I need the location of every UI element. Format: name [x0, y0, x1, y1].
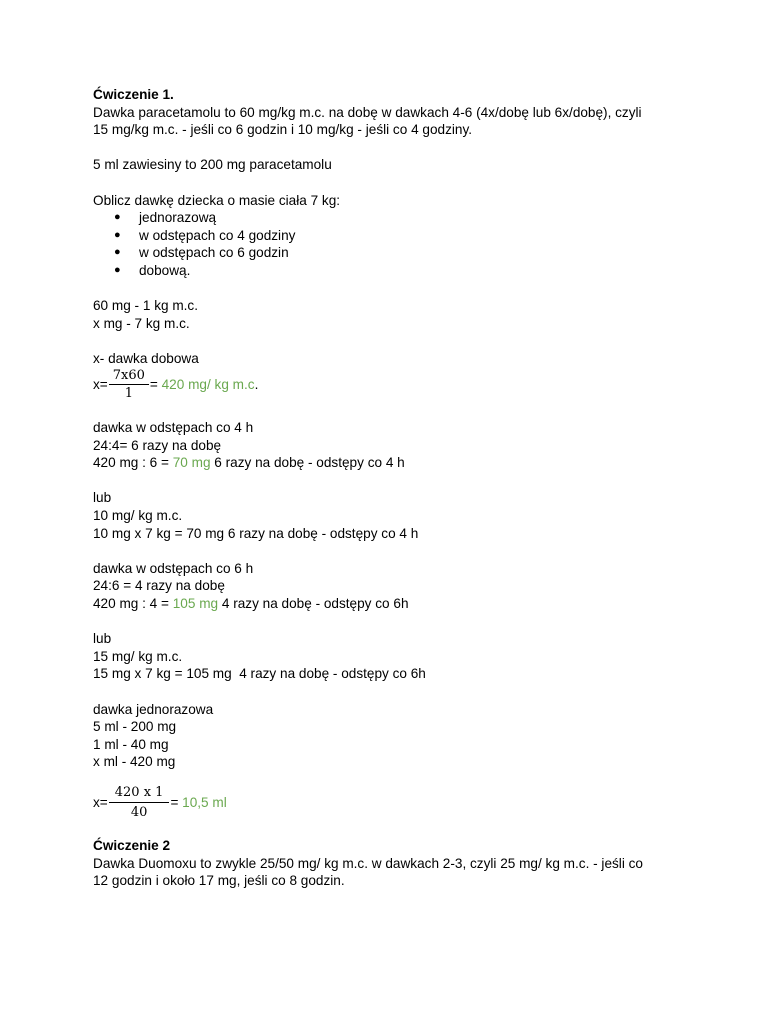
- or-label: lub: [93, 631, 112, 647]
- text-segment: 6 razy na dobę - odstępy co 4 h: [210, 455, 405, 471]
- list-item: [93, 244, 693, 262]
- list-item: [93, 209, 693, 227]
- spacer: [93, 472, 693, 490]
- dose-6h-line-1: 24:6 = 4 razy na dobę: [93, 578, 225, 594]
- dose-4h-line-2: [93, 454, 693, 472]
- daily-dose-result: 420 mg/ kg m.c: [161, 377, 255, 392]
- dose-4h-title: dawka w odstępach co 4 h: [93, 420, 254, 436]
- dose-4h-result: 70 mg: [172, 455, 211, 471]
- spacer: [93, 823, 693, 837]
- list-item-text: dobową.: [139, 262, 191, 278]
- fraction-denominator: 40: [130, 805, 148, 821]
- document-page: [93, 86, 693, 890]
- spacer: [93, 139, 693, 157]
- dose-4h-line-1: 24:4= 6 razy na dobę: [93, 437, 222, 453]
- dose-6h-alt-line-1: 15 mg/ kg m.c.: [93, 648, 183, 664]
- dose-6h-title: dawka w odstępach co 6 h: [93, 560, 254, 576]
- fraction: [109, 368, 149, 401]
- daily-dose-formula: [93, 368, 693, 402]
- dose-4h-alt-line-2: 10 mg x 7 kg = 70 mg 6 razy na dobę - odstępy co 4 h: [93, 525, 419, 541]
- fraction-denominator: 1: [124, 386, 133, 401]
- proportion-line-2: x mg - 7 kg m.c.: [93, 315, 190, 331]
- text-segment: 4 razy na dobę - odstępy co 6h: [218, 596, 409, 612]
- spacer: [93, 613, 693, 631]
- single-dose-line-1: 5 ml - 200 mg: [93, 719, 177, 735]
- formula-period: .: [254, 377, 259, 392]
- single-dose-line-3: x ml - 420 mg: [93, 754, 176, 770]
- spacer: [93, 683, 693, 701]
- ex1-intro-line-2: 15 mg/kg m.c. - jeśli co 6 godzin i 10 mg/kg - jeśli co 4 godziny.: [93, 122, 473, 138]
- proportion-line-1: 60 mg - 1 kg m.c.: [93, 298, 199, 314]
- single-dose-line-2: 1 ml - 40 mg: [93, 736, 169, 752]
- ex1-intro-line-1: Dawka paracetamolu to 60 mg/kg m.c. na dobę w dawkach 4-6 (4x/dobę lub 6x/dobę), czyli: [93, 104, 642, 120]
- formula-prefix: x=: [93, 795, 108, 811]
- list-item-text: jednorazową: [139, 210, 217, 226]
- formula-prefix: x=: [93, 377, 108, 392]
- dose-6h-result: 105 mg: [172, 596, 219, 612]
- bullet-icon: ●: [114, 228, 121, 241]
- task-bullet-list: [93, 209, 693, 279]
- spacer: [93, 280, 693, 298]
- spacer: [93, 771, 693, 783]
- list-item-text: w odstępach co 4 godziny: [139, 227, 296, 243]
- spacer: [93, 542, 693, 560]
- list-item-text: w odstępach co 6 godzin: [139, 245, 289, 261]
- or-label: lub: [93, 490, 112, 506]
- fraction: [109, 785, 170, 820]
- list-item: [93, 227, 693, 245]
- fraction-numerator: 7x60: [109, 368, 149, 385]
- dose-6h-alt-line-2: 15 mg x 7 kg = 105 mg 4 razy na dobę - odstępy co 6h: [93, 666, 426, 682]
- fraction-numerator: 420 x 1: [109, 785, 170, 803]
- dose-4h-alt-line-1: 10 mg/ kg m.c.: [93, 508, 183, 524]
- formula-equals: =: [170, 795, 183, 811]
- single-dose-result: 10,5 ml: [182, 795, 227, 811]
- bullet-icon: ●: [114, 246, 121, 259]
- list-item: [93, 262, 693, 280]
- ex2-line-1: Dawka Duomoxu to zwykle 25/50 mg/ kg m.c. w dawkach 2-3, czyli 25 mg/ kg m.c. - jeśli co: [93, 855, 643, 871]
- spacer: [93, 402, 693, 420]
- ex2-line-2: 12 godzin i około 17 mg, jeśli co 8 godzin.: [93, 873, 345, 889]
- dose-6h-line-2: [93, 595, 693, 613]
- spacer: [93, 174, 693, 192]
- task-text: Oblicz dawkę dziecka o masie ciała 7 kg:: [93, 192, 341, 208]
- exercise-2-title: Ćwiczenie 2: [93, 837, 171, 853]
- spacer: [93, 332, 693, 350]
- single-dose-formula: [93, 783, 693, 823]
- suspension-info: 5 ml zawiesiny to 200 mg paracetamolu: [93, 157, 332, 173]
- formula-equals: =: [149, 377, 162, 392]
- bullet-icon: ●: [114, 211, 121, 224]
- exercise-1-title: Ćwiczenie 1.: [93, 87, 174, 102]
- text-segment: 420 mg : 4 =: [93, 596, 173, 612]
- bullet-icon: ●: [114, 263, 121, 276]
- daily-dose-label: x- dawka dobowa: [93, 350, 199, 366]
- single-dose-title: dawka jednorazowa: [93, 701, 214, 717]
- text-segment: 420 mg : 6 =: [93, 455, 173, 471]
